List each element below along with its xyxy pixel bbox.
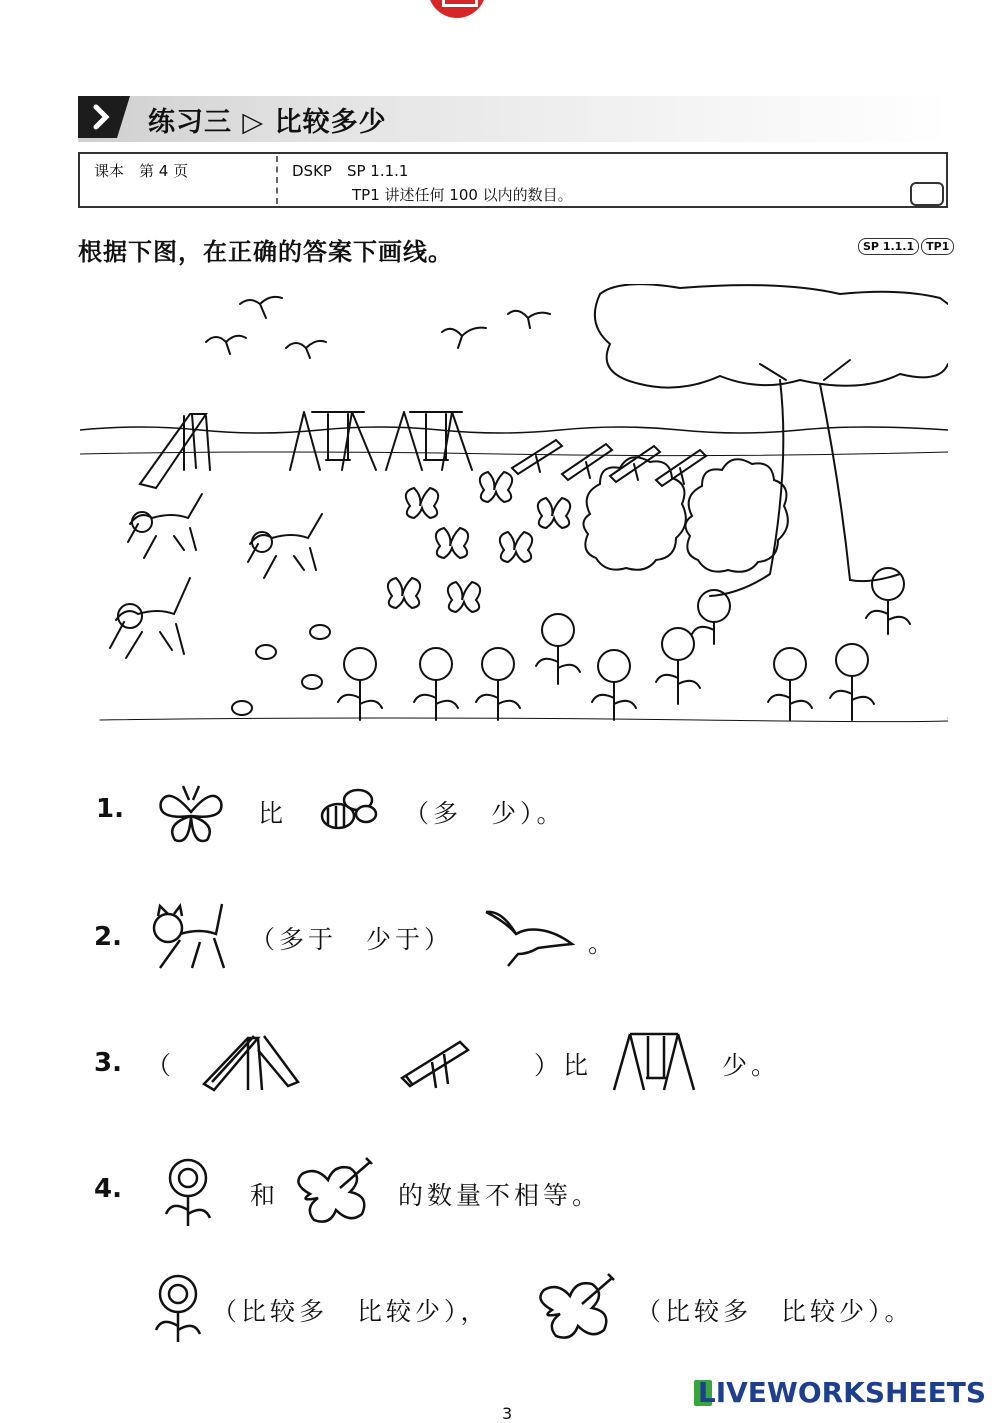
butterfly-icon — [156, 778, 226, 844]
bee-icon — [232, 625, 330, 715]
q1-options[interactable]: （多 少）。 — [404, 799, 566, 828]
hibiscus-icon — [532, 1270, 626, 1342]
tree-illustration — [595, 284, 948, 596]
bird-icon — [508, 311, 550, 328]
butterfly-icon — [436, 528, 468, 558]
swing-icon — [386, 412, 472, 470]
park-scene-illustration — [80, 284, 948, 724]
sunflower-icon — [150, 1272, 208, 1344]
tick-box[interactable] — [910, 182, 944, 206]
bird-icon — [286, 341, 326, 358]
q3-end: 少。 — [722, 1051, 781, 1080]
swing-icon — [290, 412, 376, 470]
question-number-2: 2. — [94, 922, 122, 952]
seesaw-icon — [562, 444, 612, 480]
seesaw-icon — [610, 446, 660, 482]
butterfly-icon — [448, 582, 480, 612]
q1-text-compare: 比 — [258, 799, 288, 828]
butterfly-icon — [406, 488, 438, 518]
top-badge-mark — [442, 0, 478, 7]
sunflower-icon — [160, 1156, 218, 1228]
bird-icon — [442, 328, 486, 348]
q4-and: 和 — [250, 1181, 280, 1210]
sunflower-icon — [338, 568, 910, 720]
seesaw-icon[interactable] — [398, 1036, 472, 1092]
q3-open-paren: （ — [146, 1051, 176, 1080]
hibiscus-bush — [583, 457, 685, 570]
bird-icon — [240, 297, 282, 318]
question-number-1: 1. — [96, 794, 124, 824]
info-divider — [276, 156, 278, 204]
butterfly-icon — [388, 578, 420, 608]
bee-icon — [314, 782, 380, 838]
cat-icon — [128, 494, 202, 558]
slide-icon[interactable] — [198, 1030, 304, 1098]
seesaw-icon — [512, 440, 562, 474]
cat-icon — [144, 898, 236, 974]
question-number-3: 3. — [94, 1048, 122, 1078]
tp-description: TP1 讲述任何 100 以内的数目。 — [352, 186, 573, 204]
page-number: 3 — [502, 1404, 513, 1423]
swing-icon — [610, 1028, 698, 1094]
q4-hibiscus-options[interactable]: （比较多 比较少）。 — [636, 1297, 914, 1326]
tp-label: TP1 — [921, 238, 954, 255]
butterfly-icon — [538, 498, 570, 528]
butterfly-icon — [480, 472, 512, 502]
bird-icon — [206, 336, 246, 354]
q2-end: 。 — [588, 929, 618, 958]
sp-label: SP 1.1.1 — [858, 238, 919, 255]
butterfly-icon — [500, 532, 532, 562]
brand-watermark: LIVEWORKSHEETS — [697, 1376, 986, 1409]
sp-tag — [856, 240, 954, 253]
hibiscus-icon — [290, 1154, 384, 1226]
textbook-page-ref: 课本 第 4 页 — [94, 162, 189, 180]
q4-sunflower-options[interactable]: （比较多 比较少）， — [212, 1297, 490, 1326]
slide-icon — [140, 414, 210, 488]
question-number-4: 4. — [94, 1174, 122, 1204]
dskp-code: DSKP SP 1.1.1 — [292, 162, 409, 180]
q3-close-compare: ）比 — [534, 1051, 593, 1080]
page-title: 练习三 ▷ 比较多少 — [148, 107, 387, 138]
cat-icon — [248, 514, 322, 578]
hibiscus-bush — [685, 459, 787, 572]
q4-not-equal: 的数量不相等。 — [398, 1181, 602, 1210]
bird-icon — [482, 904, 576, 968]
cat-icon — [110, 578, 190, 658]
q2-options[interactable]: （多于 少于） — [250, 925, 454, 954]
instruction-text: 根据下图，在正确的答案下画线。 — [78, 238, 453, 266]
